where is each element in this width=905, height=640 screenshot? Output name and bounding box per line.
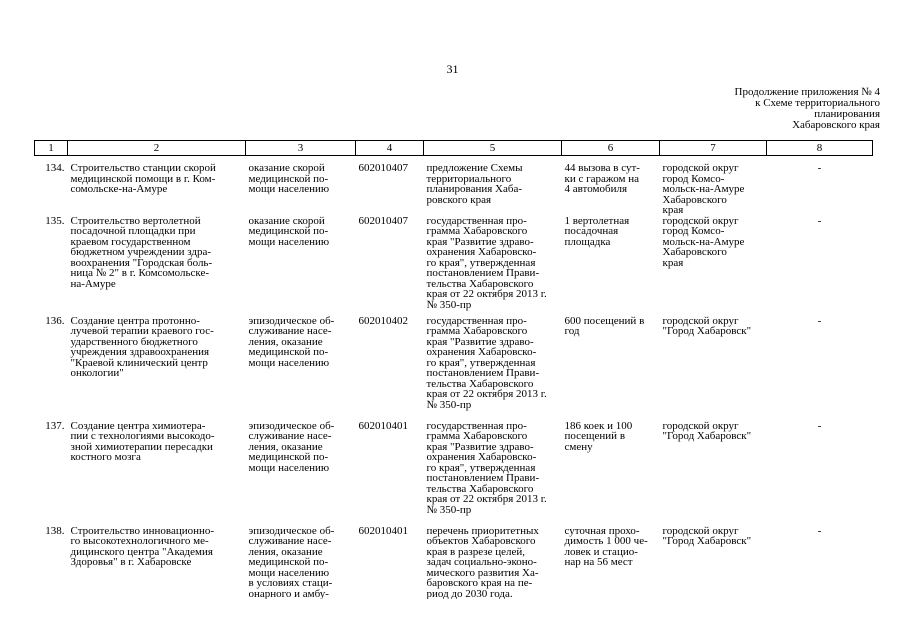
- appendix-note-line: к Схеме территориального: [755, 97, 880, 109]
- row-number-cell: 137.: [45, 420, 65, 432]
- purpose-cell: оказание скорой медицинской по- мощи населению: [248, 215, 330, 248]
- basis-cell: перечень приоритетных объектов Хабаровского края в разрезе целей, задач социально-эконо- мического развития Ха- баровского края на пе- риод до 2030 года.: [426, 525, 539, 599]
- purpose-cell: эпизодическое об- служивание насе- ления, оказание медицинской по- мощи населению: [248, 315, 335, 369]
- zone-cell: -: [817, 525, 822, 537]
- code-cell: 602010401: [358, 420, 408, 432]
- column-header: 5: [424, 141, 562, 156]
- code-cell: 602010407: [358, 215, 408, 227]
- zone-cell: -: [817, 420, 822, 432]
- page-number: 31: [446, 62, 459, 76]
- table-row: [35, 216, 873, 316]
- column-header: 2: [68, 141, 246, 156]
- code-cell: 602010401: [358, 525, 408, 537]
- purpose-cell: эпизодическое об- служивание насе- ления, оказание медицинской по- мощи населению в условиях стаци- онарного и амбу-: [248, 525, 335, 599]
- column-header: 7: [660, 141, 767, 156]
- location-cell: городской округ "Город Хабаровск": [662, 315, 752, 337]
- row-number-cell: 135.: [45, 215, 65, 227]
- purpose-cell: оказание скорой медицинской по- мощи населению: [248, 162, 330, 195]
- code-cell: 602010402: [358, 315, 408, 327]
- capacity-cell: 186 коек и 100 посещений в смену: [564, 420, 633, 453]
- table-row: [35, 421, 873, 526]
- purpose-cell: эпизодическое об- служивание насе- ления, оказание медицинской по- мощи населению: [248, 420, 335, 474]
- capacity-cell: суточная прохо- димость 1 000 че- ловек и стацио- нар на 56 мест: [564, 525, 648, 568]
- objects-table: [34, 140, 873, 599]
- capacity-cell: 1 вертолетная посадочная площадка: [564, 215, 630, 248]
- column-header: 8: [767, 141, 873, 156]
- object-name-cell: Строительство инновационно- го высокотехнологичного ме- дицинского центра "Академия Здоровья" в г. Хабаровске: [70, 525, 215, 568]
- appendix-note: [680, 87, 880, 131]
- location-cell: городской округ "Город Хабаровск": [662, 420, 752, 442]
- location-cell: городской округ "Город Хабаровск": [662, 525, 752, 547]
- row-number-cell: 138.: [45, 525, 65, 537]
- table-row: [35, 156, 873, 216]
- table-header-row: [35, 141, 873, 156]
- column-header: 4: [356, 141, 424, 156]
- table-row: [35, 526, 873, 600]
- zone-cell: -: [817, 215, 822, 227]
- appendix-note-line: Хабаровского края: [792, 119, 880, 131]
- location-cell: городской округ город Комсо- мольск-на-Амуре Хабаровского края: [662, 162, 745, 216]
- zone-cell: -: [817, 162, 822, 174]
- object-name-cell: Создание центра протонно- лучевой терапии краевого гос- ударственного бюджетного учреждения здравоохранения "Краевой клинический центр онкологии": [70, 315, 214, 379]
- appendix-note-line: Продолжение приложения № 4: [734, 86, 880, 98]
- zone-cell: -: [817, 315, 822, 327]
- object-name-cell: Строительство вертолетной посадочной площадки при краевом государственном бюджетном учреждении здра- воохранения "Городская боль- ница № 2" в г. Комсомольске- на-Амуре: [70, 215, 213, 290]
- basis-cell: предложение Схемы территориального планирования Хаба- ровского края: [426, 162, 523, 206]
- table-row: [35, 316, 873, 421]
- object-name-cell: Создание центра химиотера- пии с технологиями высокодо- зной химиотерапии пересадки костного мозга: [70, 420, 215, 463]
- basis-cell: государственная про- грамма Хабаровского края "Развитие здраво- охранения Хабаровско- го края", утвержденная постановлением Прави- тельства Хабаровского края от 22 октября 2013 г. № 350-пр: [426, 420, 547, 516]
- location-cell: городской округ город Комсо- мольск-на-Амуре Хабаровского края: [662, 215, 745, 269]
- basis-cell: государственная про- грамма Хабаровского края "Развитие здраво- охранения Хабаровско- го края", утвержденная постановлением Прави- тельства Хабаровского края от 22 октября 2013 г. № 350-пр: [426, 315, 547, 411]
- column-header: 1: [35, 141, 68, 156]
- code-cell: 602010407: [358, 162, 408, 174]
- row-number-cell: 134.: [45, 162, 65, 174]
- column-header: 3: [246, 141, 356, 156]
- column-header: 6: [562, 141, 660, 156]
- object-name-cell: Строительство станции скорой медицинской помощи в г. Ком- сомольске-на-Амуре: [70, 162, 216, 195]
- basis-cell: государственная про- грамма Хабаровского края "Развитие здраво- охранения Хабаровско- го края", утвержденная постановлением Прави- тельства Хабаровского края от 22 октября 2013 г. № 350-пр: [426, 215, 547, 311]
- appendix-note-line: планирования: [814, 108, 880, 120]
- capacity-cell: 600 посещений в год: [564, 315, 645, 337]
- capacity-cell: 44 вызова в сут- ки с гаражом на 4 автомобиля: [564, 162, 640, 195]
- row-number-cell: 136.: [45, 315, 65, 327]
